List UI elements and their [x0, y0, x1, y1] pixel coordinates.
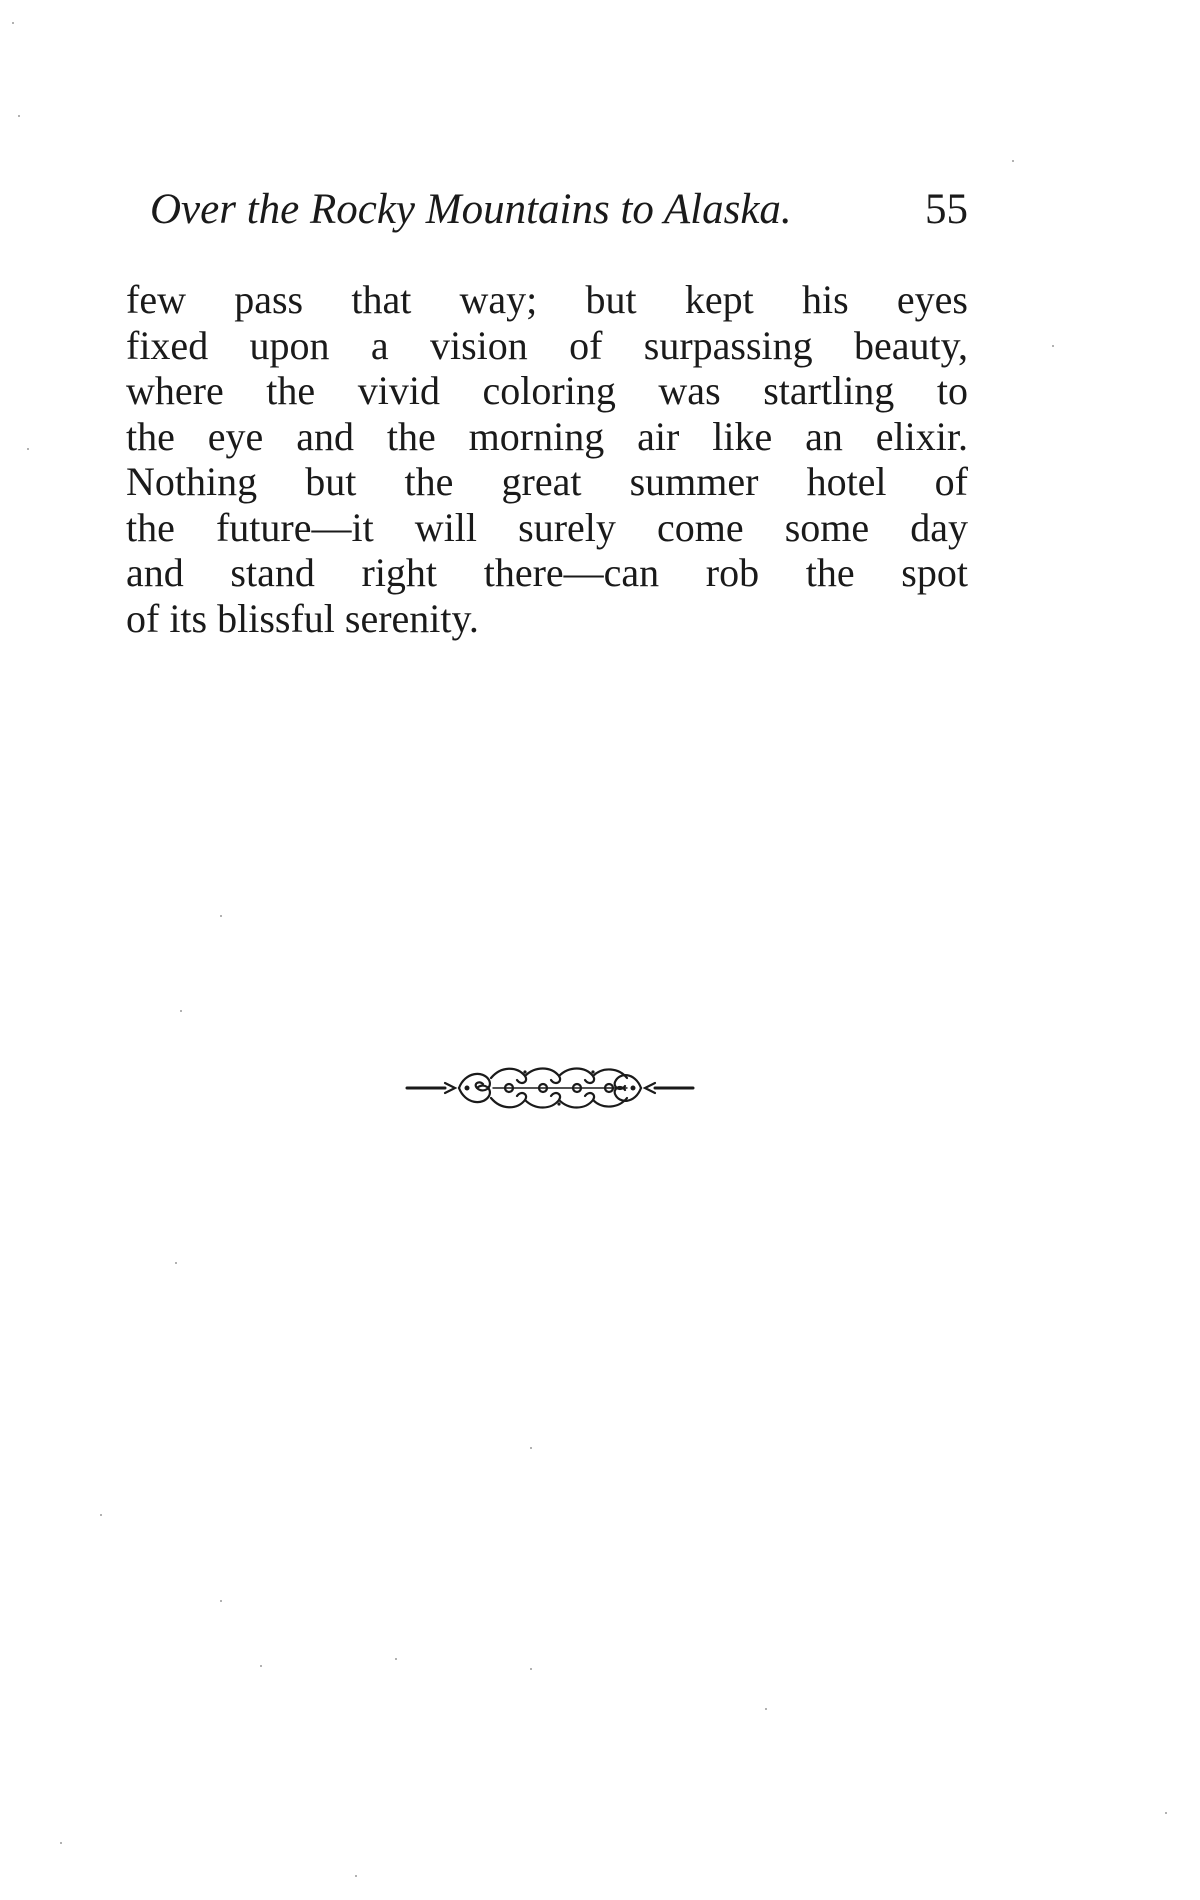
scan-speck	[260, 1665, 262, 1667]
scan-speck	[1012, 160, 1014, 162]
scan-speck	[12, 22, 14, 24]
scan-speck	[175, 1262, 177, 1264]
scroll-ornament-icon	[405, 1060, 695, 1116]
scan-speck	[1165, 1812, 1167, 1814]
text-line: few pass that way; but kept his eyes	[126, 277, 968, 322]
scan-speck	[220, 915, 222, 917]
scan-speck	[395, 1658, 397, 1660]
body-paragraph	[126, 277, 968, 641]
scan-speck	[100, 1514, 102, 1516]
scan-speck	[530, 1447, 532, 1449]
scan-speck	[530, 1668, 532, 1670]
scan-speck	[220, 1600, 222, 1602]
text-line: of its blissful serenity.	[126, 595, 479, 641]
scan-speck	[27, 448, 29, 450]
scan-speck	[1052, 345, 1054, 347]
page-number: 55	[925, 186, 968, 233]
text-line: the eye and the morning air like an elixir.	[126, 413, 968, 459]
running-title: Over the Rocky Mountains to Alaska.	[150, 186, 792, 233]
text-line: Nothing but the great summer hotel of	[126, 459, 968, 504]
text-line: where the vivid coloring was startling to	[126, 368, 968, 413]
text-line: fixed upon a vision of surpassing beauty,	[126, 322, 968, 368]
text-line: and stand right there—can rob the spot	[126, 550, 968, 595]
scan-speck	[180, 1010, 182, 1012]
running-head	[150, 180, 968, 240]
scan-speck	[765, 1708, 767, 1710]
scan-speck	[18, 115, 20, 117]
scan-speck	[60, 1842, 62, 1844]
scan-speck	[355, 1875, 357, 1877]
text-line: the future—it will surely come some day	[126, 504, 968, 550]
